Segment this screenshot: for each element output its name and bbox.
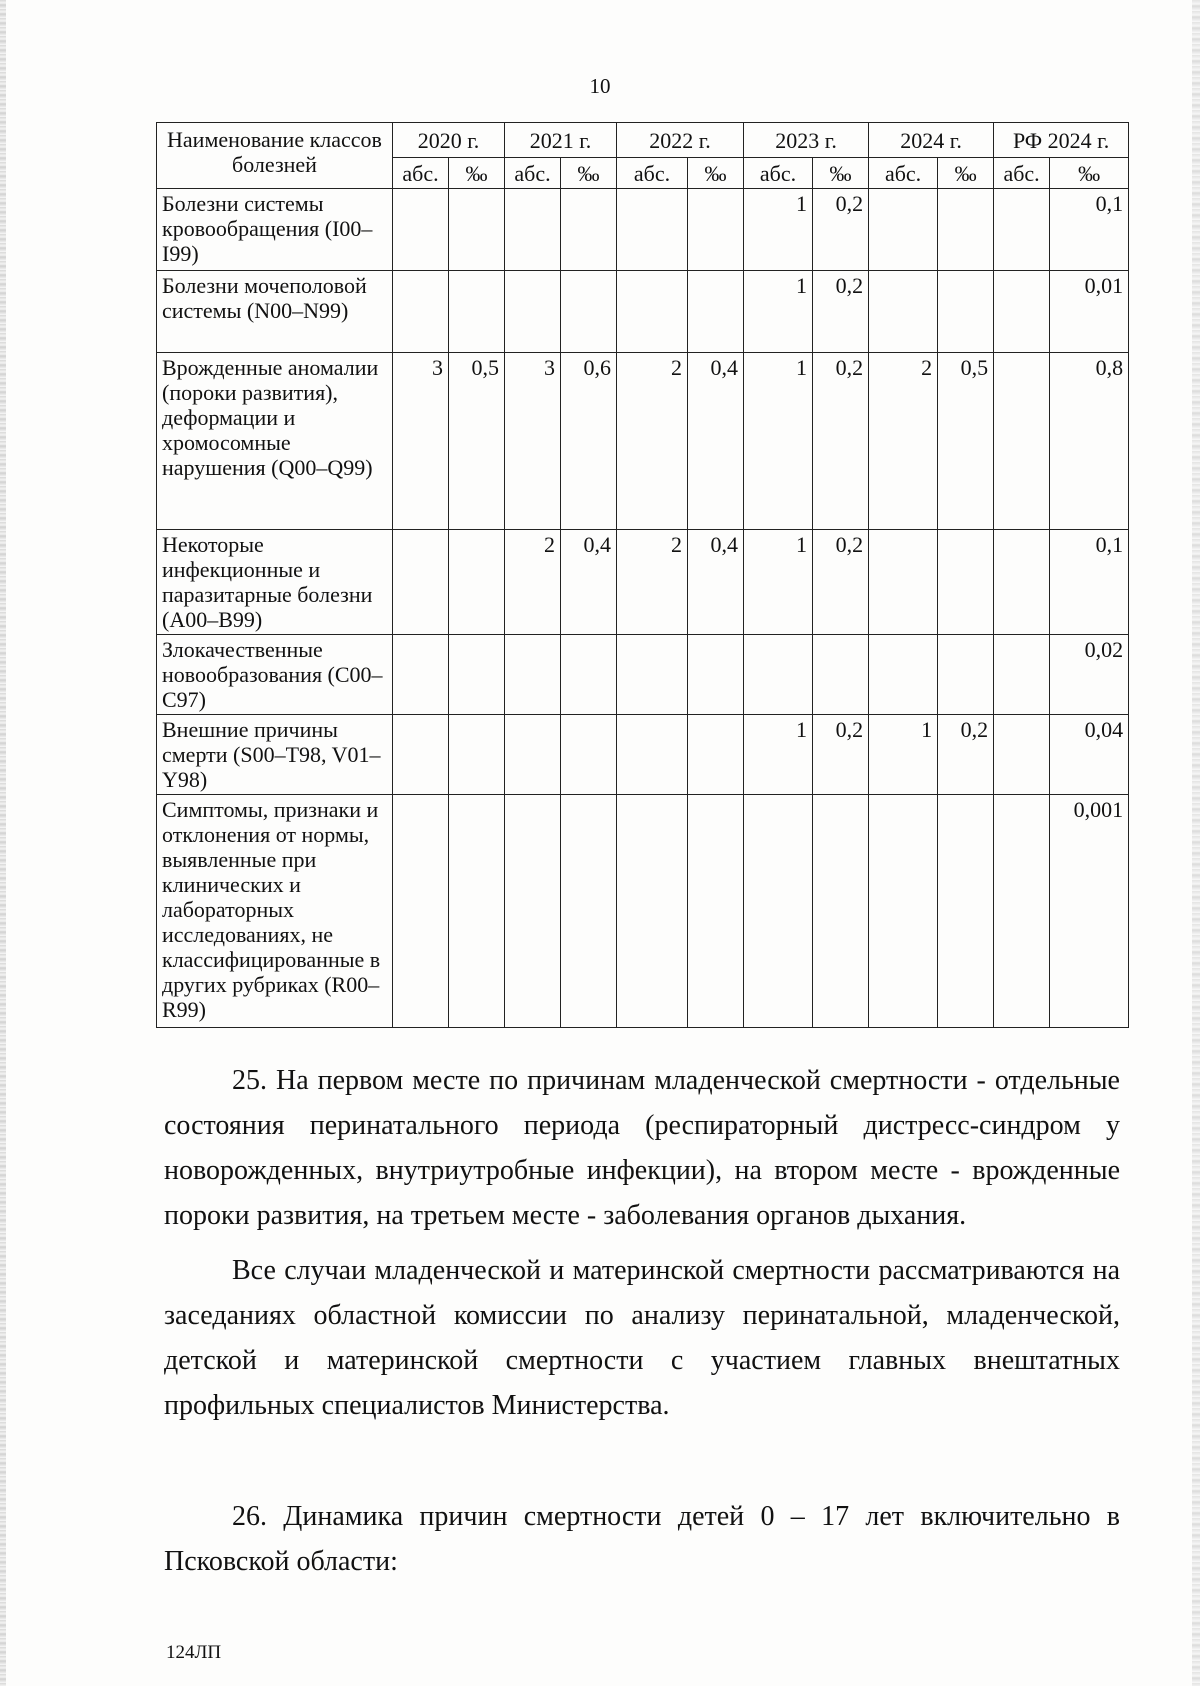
table-row [157,353,1129,530]
cell-permille: 0,4 [688,353,744,530]
cell-abs [393,271,449,353]
cell-permille [938,271,994,353]
cell-permille [688,189,744,271]
cell-permille: 0,001 [1050,795,1129,1028]
cell-permille [938,530,994,635]
cell-permille: 0,1 [1050,530,1129,635]
cell-permille [938,189,994,271]
cell-permille: 0,6 [561,353,617,530]
row-disease-class: Злокачественные новообразования (C00– C97) [157,635,393,715]
header-name-col: Наименование классов болезней [157,123,393,189]
cell-abs [994,635,1050,715]
header-abs: абс. [744,158,813,189]
cell-abs: 1 [744,530,813,635]
cell-abs [617,271,688,353]
cell-permille [813,795,869,1028]
cell-abs: 2 [617,530,688,635]
table-row [157,189,1129,271]
cell-abs [869,530,938,635]
paragraph-commission [164,1248,1120,1428]
table-row [157,635,1129,715]
cell-permille: 0,8 [1050,353,1129,530]
header-abs: абс. [617,158,688,189]
cell-permille: 0,04 [1050,715,1129,795]
cell-abs [744,635,813,715]
cell-abs [994,353,1050,530]
cell-abs [505,635,561,715]
cell-permille [938,795,994,1028]
cell-abs [617,795,688,1028]
cell-abs [505,795,561,1028]
cell-abs: 1 [869,715,938,795]
cell-permille [688,271,744,353]
cell-abs [505,271,561,353]
cell-abs [393,530,449,635]
cell-permille: 0,4 [561,530,617,635]
cell-abs [393,795,449,1028]
page-number: 10 [589,74,611,98]
header-abs: абс. [994,158,1050,189]
cell-permille [449,795,505,1028]
table-body [157,189,1129,1028]
cell-permille [449,530,505,635]
cell-permille [813,635,869,715]
table-row [157,530,1129,635]
cell-abs [869,271,938,353]
header-permille: ‰ [561,158,617,189]
cell-abs [617,189,688,271]
cell-permille: 0,2 [813,189,869,271]
header-abs: абс. [393,158,449,189]
row-disease-class: Врожденные аномалии (пороки развития), деформации и хромосомные нарушения (Q00–Q99) [157,353,393,530]
document-code: 124ЛП [166,1642,222,1663]
row-disease-class: Некоторые инфекционные и паразитарные болезни (A00–B99) [157,530,393,635]
paragraph-25 [164,1058,1120,1238]
cell-abs: 2 [869,353,938,530]
cell-abs [617,715,688,795]
cell-permille [688,715,744,795]
cell-abs [393,189,449,271]
cell-abs [994,530,1050,635]
cell-permille [449,271,505,353]
table-row [157,715,1129,795]
header-permille: ‰ [1050,158,1129,189]
cell-permille [561,795,617,1028]
row-disease-class: Болезни мочеполовой системы (N00–N99) [157,271,393,353]
cell-abs: 1 [744,715,813,795]
row-disease-class: Болезни системы кровообращения (I00– I99) [157,189,393,271]
cell-permille [561,635,617,715]
cell-abs: 3 [505,353,561,530]
header-year-2023: 2023 г. [744,123,869,158]
cell-permille: 0,2 [813,530,869,635]
paragraph-26-text: 26. Динамика причин смертности детей 0 – 17 лет включительно в Псковской области: [164,1501,1120,1577]
header-year-2022: 2022 г. [617,123,744,158]
cell-permille [561,189,617,271]
cell-abs [869,189,938,271]
cell-abs [994,271,1050,353]
cell-permille: 0,2 [813,353,869,530]
cell-abs [994,189,1050,271]
cell-permille: 0,1 [1050,189,1129,271]
cell-abs [744,795,813,1028]
header-year-2020: 2020 г. [393,123,505,158]
header-permille: ‰ [938,158,994,189]
cell-permille [561,271,617,353]
cell-abs [994,715,1050,795]
cell-abs: 1 [744,271,813,353]
header-abs: абс. [505,158,561,189]
cell-permille: 0,2 [938,715,994,795]
cell-abs: 1 [744,353,813,530]
paragraph-26 [164,1494,1120,1584]
header-permille: ‰ [688,158,744,189]
cell-permille: 0,5 [449,353,505,530]
header-permille: ‰ [813,158,869,189]
cell-permille [449,635,505,715]
cell-permille [449,189,505,271]
cell-permille: 0,2 [813,271,869,353]
cell-permille [688,795,744,1028]
table-row [157,795,1129,1028]
cell-permille: 0,2 [813,715,869,795]
cell-permille: 0,5 [938,353,994,530]
cell-permille [688,635,744,715]
cell-abs: 1 [744,189,813,271]
paragraph-25-text: 25. На первом месте по причинам младенческой смертности - отдельные состояния перинатального периода (респираторный дистресс-синдром у новорожденных, внутриутробные инфекции), на втором месте - врожденные пороки развития, на третьем месте - заболевания органов дыхания. [164,1065,1120,1231]
cell-permille: 0,02 [1050,635,1129,715]
cell-abs: 2 [617,353,688,530]
cell-abs [869,635,938,715]
header-row-years [157,123,1129,158]
cell-abs [393,635,449,715]
header-year-rf-2024: РФ 2024 г. [994,123,1129,158]
cell-permille [938,635,994,715]
row-disease-class: Внешние причины смерти (S00–T98, V01– Y98) [157,715,393,795]
cell-abs [393,715,449,795]
cell-abs [617,635,688,715]
cell-abs [869,795,938,1028]
scan-edge-right [1192,0,1200,1686]
cell-abs: 3 [393,353,449,530]
header-abs: абс. [869,158,938,189]
cell-abs [505,715,561,795]
mortality-causes-table [156,122,1129,1028]
scan-edge-left [0,0,6,1686]
cell-permille [449,715,505,795]
table-row [157,271,1129,353]
header-year-2021: 2021 г. [505,123,617,158]
cell-abs [994,795,1050,1028]
cell-permille: 0,4 [688,530,744,635]
cell-abs [505,189,561,271]
header-year-2024: 2024 г. [869,123,994,158]
header-permille: ‰ [449,158,505,189]
cell-permille: 0,01 [1050,271,1129,353]
cell-permille [561,715,617,795]
cell-abs: 2 [505,530,561,635]
paragraph-commission-text: Все случаи младенческой и материнской смертности рассматриваются на заседаниях областной комиссии по анализу перинатальной, младенческой, детской и материнской смертности с участием главных внештатных профильных специалистов Министерства. [164,1255,1120,1421]
row-disease-class: Симптомы, признаки и отклонения от нормы, выявленные при клинических и лабораторных исследованиях, не классифицированные в других рубриках (R00– R99) [157,795,393,1028]
